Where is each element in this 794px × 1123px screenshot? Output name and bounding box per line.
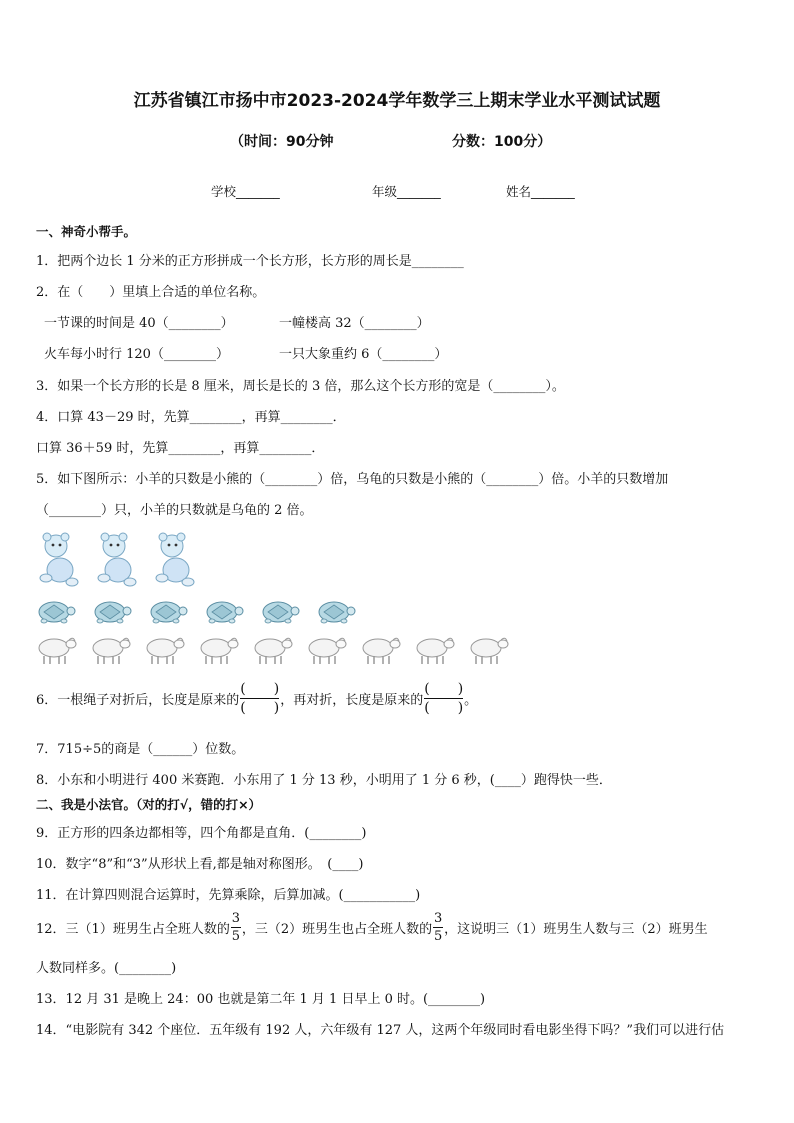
question-2d: 一只大象重约 6（________） [279, 347, 448, 362]
question-2c: 火车每小时行 120（________） [44, 347, 229, 362]
sheep-icon [147, 638, 184, 664]
question-12-text-3: ，这说明三（1）班男生人数与三（2）班男生 [444, 922, 708, 937]
answer-fraction-2[interactable] [424, 680, 463, 717]
name-field[interactable]: 姓名_______ [506, 184, 575, 199]
question-2b: 一幢楼高 32（________） [279, 316, 430, 331]
grade-field[interactable]: 年级_______ [372, 184, 441, 199]
fraction-three-fifths-1 [231, 910, 241, 945]
turtle-icon [95, 602, 131, 623]
turtle-row [36, 596, 376, 626]
page-title: 江苏省镇江市扬中市2023-2024学年数学三上期末学业水平测试试题 [133, 91, 661, 111]
fraction-denominator: 5 [433, 929, 443, 944]
question-6 [36, 680, 477, 717]
fraction-three-fifths-2 [433, 910, 443, 945]
answer-fraction-1[interactable] [240, 680, 279, 717]
sheep-icon [309, 638, 346, 664]
turtle-icon [207, 602, 243, 623]
turtle-icon [319, 602, 355, 623]
question-4a: 4．口算 43－29 时，先算________，再算________． [36, 410, 346, 425]
sheep-icon [363, 638, 400, 664]
fraction-1-denominator: ( ) [240, 700, 280, 716]
bear-images [36, 530, 216, 590]
fraction-numerator: 3 [433, 911, 443, 926]
question-4b: 口算 36＋59 时，先算________，再算________． [36, 441, 325, 456]
question-8: 8．小东和小明进行 400 米赛跑．小东用了 1 分 13 秒，小明用了 1 分 6 秒，(____）跑得快一些． [36, 773, 612, 788]
question-13: 13．12 月 31 是晚上 24：00 也就是第二年 1 月 1 日早上 0 时。(________) [36, 992, 486, 1007]
turtle-images [36, 596, 376, 626]
question-6-text-2: ，再对折，长度是原来的 [280, 693, 424, 708]
bear-icon [156, 533, 194, 586]
bear-row [36, 530, 216, 590]
question-12-text-1: 12．三（1）班男生占全班人数的 [36, 922, 230, 937]
question-5b: （________）只，小羊的只数就是乌龟的 2 倍。 [36, 503, 313, 518]
section-2-heading: 二、我是小法官。（对的打√，错的打×） [36, 797, 262, 812]
question-10: 10．数字“8”和“3”从形状上看,都是轴对称图形。 (____) [36, 857, 364, 872]
sheep-icon [417, 638, 454, 664]
sheep-icon [201, 638, 238, 664]
exam-time: （时间：90分钟 [230, 134, 334, 150]
fraction-1-numerator: ( ) [240, 681, 280, 697]
question-7: 7．715÷5的商是（______）位数。 [36, 742, 245, 757]
turtle-icon [39, 602, 75, 623]
fraction-denominator: 5 [231, 929, 240, 944]
question-12 [36, 910, 708, 945]
sheep-icon [93, 638, 130, 664]
exam-score: 分数：100分） [452, 134, 552, 150]
fraction-2-denominator: ( ) [424, 700, 464, 716]
question-1: 1．把两个边长 1 分米的正方形拼成一个长方形，长方形的周长是________ [36, 254, 464, 269]
turtle-icon [263, 602, 299, 623]
question-6-text-1: 6．一根绳子对折后，长度是原来的 [36, 693, 240, 708]
question-14: 14．“电影院有 342 个座位．五年级有 192 人，六年级有 127 人，这两个年级同时看电影坐得下吗？”我们可以进行估 [36, 1023, 725, 1038]
question-12-text-2: ，三（2）班男生也占全班人数的 [241, 922, 433, 937]
question-11: 11．在计算四则混合运算时，先算乘除，后算加减。(___________) [36, 888, 421, 903]
question-5a: 5．如下图所示：小羊的只数是小熊的（________）倍，乌龟的只数是小熊的（________）倍。小羊的只数增加 [36, 472, 669, 487]
school-field[interactable]: 学校_______ [211, 184, 280, 199]
sheep-icon [471, 638, 508, 664]
question-3: 3．如果一个长方形的长是 8 厘米，周长是长的 3 倍，那么这个长方形的宽是（________）。 [36, 379, 565, 394]
turtle-icon [151, 602, 187, 623]
bear-icon [98, 533, 136, 586]
question-6-text-3: 。 [464, 693, 478, 708]
sheep-icon [39, 638, 76, 664]
fraction-numerator: 3 [231, 911, 240, 926]
question-2a: 一节课的时间是 40（________） [44, 316, 234, 331]
section-1-heading: 一、神奇小帮手。 [36, 224, 137, 239]
sheep-icon [255, 638, 292, 664]
sheep-images [36, 632, 526, 666]
question-12-continued: 人数同样多。(________) [36, 961, 177, 976]
fraction-2-numerator: ( ) [424, 681, 464, 697]
sheep-row [36, 632, 526, 666]
question-2: 2．在（ ）里填上合适的单位名称。 [36, 285, 266, 300]
question-9: 9．正方形的四条边都相等，四个角都是直角．(________) [36, 826, 367, 841]
bear-icon [40, 533, 78, 586]
